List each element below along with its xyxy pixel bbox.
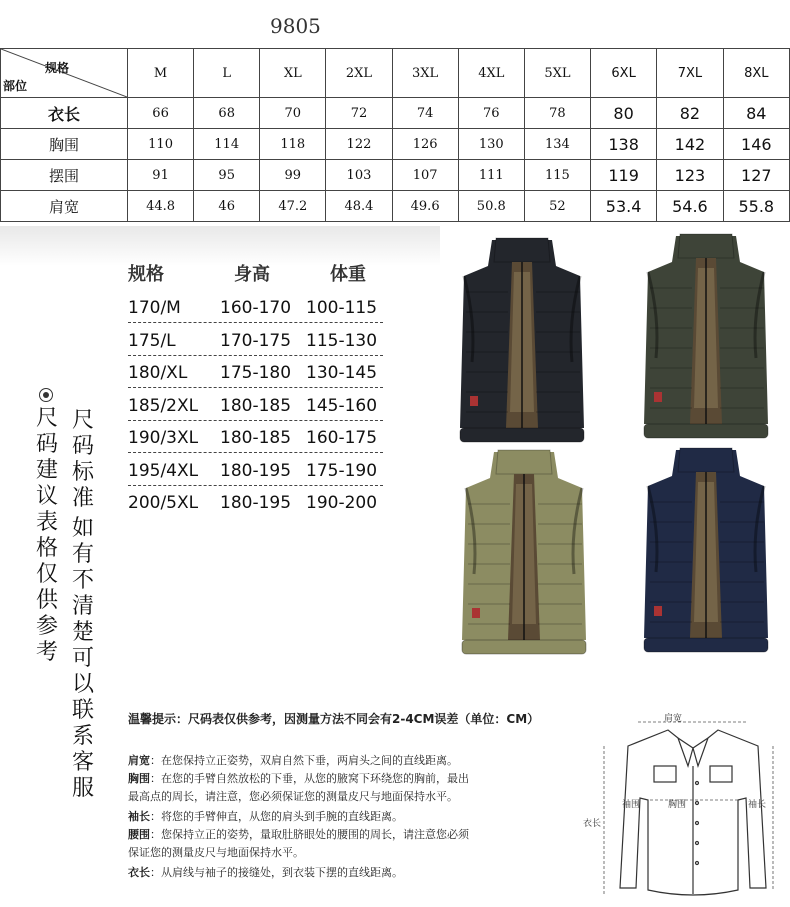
size-cell: 68 (194, 98, 260, 129)
size-cell: 110 (128, 129, 194, 160)
size-cell: 119 (590, 160, 656, 191)
tip-text: ：在您的手臂自然放松的下垂，从您的腋窝下环绕您的胸前，最出 (150, 772, 469, 785)
size-cell: 54.6 (657, 191, 723, 222)
dashed-divider (128, 452, 383, 453)
recommend-cell: 180-195 (220, 493, 292, 513)
row-label: 胸围 (1, 129, 128, 160)
length-label: 衣长 (583, 819, 602, 829)
size-cell: 74 (392, 98, 458, 129)
size-cell: 142 (657, 129, 723, 160)
sleeve-label: 袖长 (748, 800, 767, 810)
recommend-header: 体重 (330, 264, 366, 285)
corner-top-label: 规格 (44, 61, 69, 75)
row-label: 摆围 (1, 160, 128, 191)
size-cell: 48.4 (326, 191, 392, 222)
recommend-cell: 180-195 (220, 460, 292, 481)
size-header: 7XL (657, 49, 723, 98)
size-cell: 55.8 (723, 191, 789, 222)
size-header: 5XL (524, 49, 590, 98)
chest-label: 胸围 (668, 800, 687, 810)
tips-title: 温馨提示：尺码表仅供参考，因测量方法不同会有2-4CM误差（单位：CM） (128, 712, 540, 726)
size-cell: 95 (194, 160, 260, 191)
row-label: 肩宽 (1, 191, 128, 222)
size-cell: 44.8 (128, 191, 194, 222)
recommend-cell: 180-185 (220, 395, 292, 416)
model-code: 9805 (270, 14, 321, 38)
recommend-cell: 175/L (128, 330, 176, 351)
size-cell: 114 (194, 129, 260, 160)
size-row (1, 129, 790, 160)
size-cell: 84 (723, 98, 789, 129)
recommend-cell: 170/M (128, 298, 181, 318)
tip-text: 最高点的周长，请注意，您必须保证您的测量皮尺与地面保持水平。 (128, 790, 458, 803)
tip-text: ：从肩线与袖子的接缝处，到衣装下摆的直线距离。 (150, 866, 403, 879)
recommend-cell: 180/XL (128, 363, 188, 383)
recommend-cell: 145-160 (306, 395, 378, 416)
dashed-divider (128, 485, 383, 486)
vest-photo-army-green (636, 228, 776, 450)
tip-term: 袖长 (128, 810, 150, 823)
row-label: 衣长 (1, 98, 128, 129)
size-row (1, 98, 790, 129)
size-header: 4XL (458, 49, 524, 98)
size-cell: 78 (524, 98, 590, 129)
dashed-divider (128, 355, 383, 356)
shoulder-label: 肩宽 (664, 714, 683, 724)
recommend-cell: 130-145 (306, 363, 378, 383)
size-cell: 126 (392, 129, 458, 160)
size-header: 3XL (392, 49, 458, 98)
size-cell: 115 (524, 160, 590, 191)
tip-line (128, 844, 304, 860)
tip-line (128, 826, 469, 842)
recommend-cell: 185/2XL (128, 395, 199, 416)
cuff-label: 袖围 (622, 800, 641, 810)
tip-term: 腰围 (128, 828, 150, 841)
size-header: L (194, 49, 260, 98)
table-corner (1, 49, 128, 98)
size-header-row (1, 49, 790, 98)
size-cell: 50.8 (458, 191, 524, 222)
size-cell: 76 (458, 98, 524, 129)
recommend-cell: 160-175 (306, 428, 378, 448)
size-cell: 91 (128, 160, 194, 191)
size-row (1, 191, 790, 222)
size-cell: 52 (524, 191, 590, 222)
size-cell: 122 (326, 129, 392, 160)
reference-only-caption: 仅供参考 (35, 562, 58, 665)
size-cell: 70 (260, 98, 326, 129)
size-row (1, 160, 790, 191)
size-header: 2XL (326, 49, 392, 98)
tip-line (128, 788, 458, 804)
size-cell: 123 (657, 160, 723, 191)
tip-text: ：您保持立正的姿势，量取肚脐眼处的腰围的周长，请注意您必须 (150, 828, 469, 841)
recommend-cell: 115-130 (306, 330, 378, 351)
size-header: 8XL (723, 49, 789, 98)
size-table (0, 48, 790, 222)
recommend-cell: 160-170 (220, 298, 292, 318)
recommend-cell: 190/3XL (128, 428, 199, 448)
size-cell: 111 (458, 160, 524, 191)
tip-text: ：在您保持立正姿势，双肩自然下垂，两肩头之间的直线距离。 (150, 754, 458, 767)
size-cell: 130 (458, 129, 524, 160)
recommend-cell: 175-190 (306, 460, 378, 481)
size-cell: 53.4 (590, 191, 656, 222)
recommend-cell: 170-175 (220, 330, 292, 351)
size-cell: 72 (326, 98, 392, 129)
size-cell: 118 (260, 129, 326, 160)
dashed-divider (128, 420, 383, 421)
tip-term: 胸围 (128, 772, 150, 785)
size-cell: 138 (590, 129, 656, 160)
size-cell: 82 (657, 98, 723, 129)
size-header: XL (260, 49, 326, 98)
size-cell: 49.6 (392, 191, 458, 222)
dashed-divider (128, 387, 383, 388)
vest-photo-khaki (454, 444, 594, 666)
size-header: 6XL (590, 49, 656, 98)
tip-text: 保证您的测量皮尺与地面保持水平。 (128, 846, 304, 859)
recommend-cell: 195/4XL (128, 460, 199, 481)
tip-term: 衣长 (128, 866, 150, 879)
size-cell: 134 (524, 129, 590, 160)
tip-text: ：将您的手臂伸直，从您的肩头到手腕的直线距离。 (150, 810, 403, 823)
size-standard-caption: 尺码标准 (71, 408, 94, 511)
vest-photo-navy (636, 442, 776, 664)
vest-photo-black (452, 232, 592, 454)
tip-term: 肩宽 (128, 754, 150, 767)
size-cell: 107 (392, 160, 458, 191)
corner-bottom-label: 部位 (3, 79, 28, 93)
tip-line (128, 864, 403, 880)
size-cell: 103 (326, 160, 392, 191)
size-cell: 127 (723, 160, 789, 191)
recommend-header: 身高 (234, 264, 270, 285)
tip-line (128, 770, 469, 786)
recommend-cell: 180-185 (220, 428, 292, 448)
size-cell: 66 (128, 98, 194, 129)
recommend-header: 规格 (128, 264, 164, 285)
radio-bullet-icon (39, 388, 53, 402)
size-cell: 80 (590, 98, 656, 129)
size-cell: 47.2 (260, 191, 326, 222)
tip-line (128, 752, 458, 768)
contact-service-caption: 如有不清楚可以联系客服 (71, 516, 94, 801)
size-cell: 99 (260, 160, 326, 191)
tip-line (128, 808, 403, 824)
size-cell: 146 (723, 129, 789, 160)
dashed-divider (128, 322, 383, 323)
size-cell: 46 (194, 191, 260, 222)
section-divider-gradient (0, 226, 440, 266)
size-suggestion-caption: 尺码建议表格 (35, 406, 58, 561)
recommend-cell: 190-200 (306, 493, 378, 513)
size-header: M (128, 49, 194, 98)
recommend-cell: 175-180 (220, 363, 292, 383)
recommend-cell: 200/5XL (128, 493, 199, 513)
recommend-cell: 100-115 (306, 298, 378, 318)
